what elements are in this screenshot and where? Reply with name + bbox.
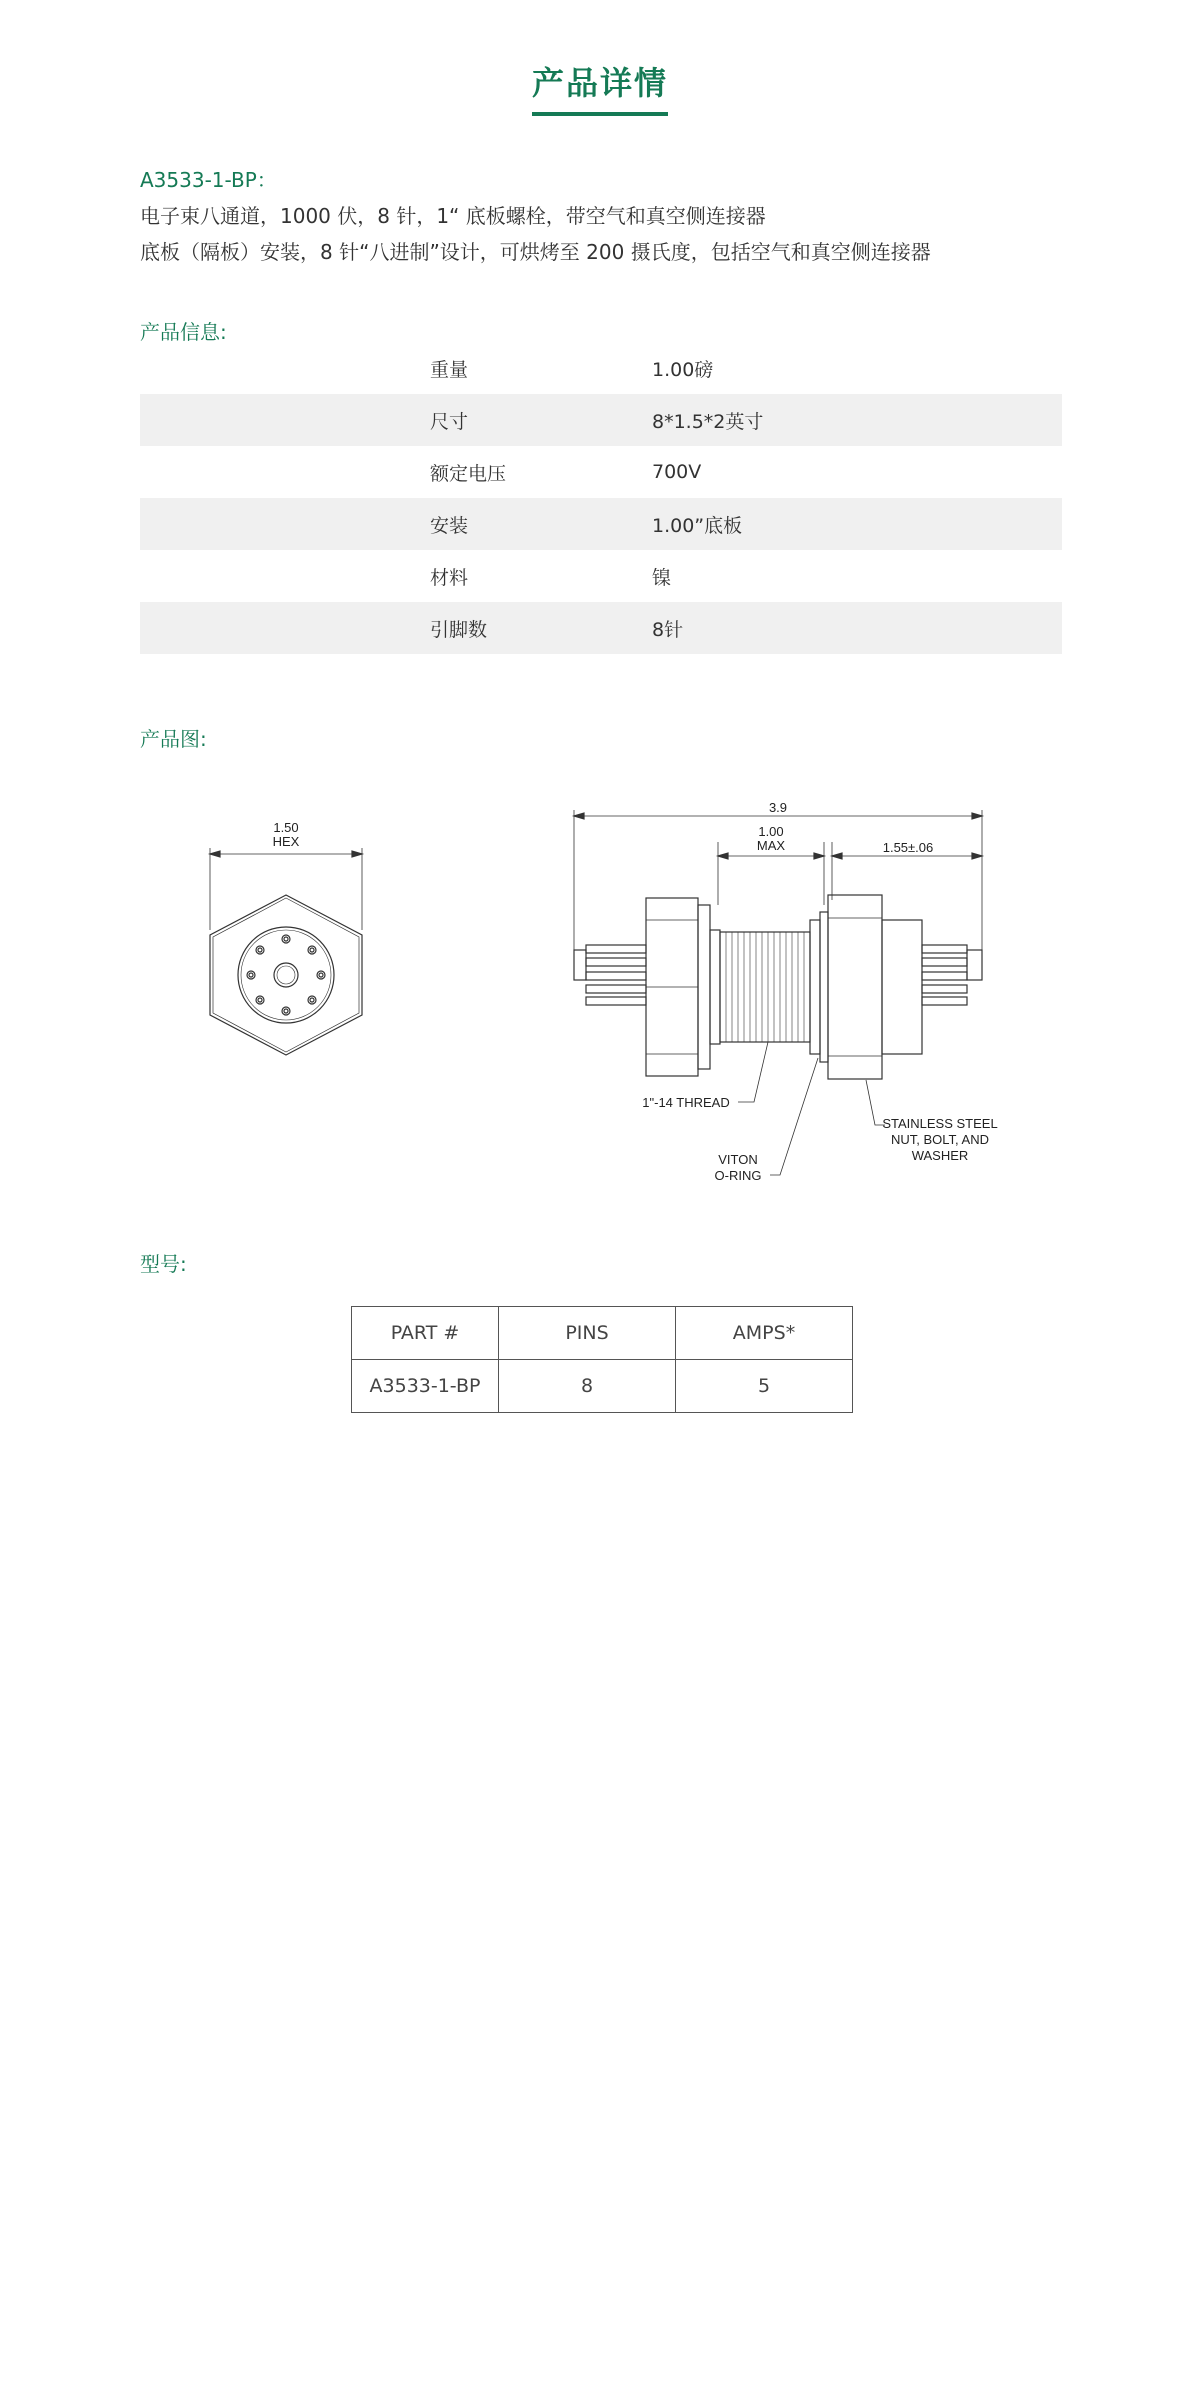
info-table [140, 342, 1062, 654]
info-row [140, 394, 1062, 446]
viton-callout-1: VITON [718, 1152, 758, 1167]
product-drawing [140, 780, 1060, 1200]
product-description-2: 底板（隔板）安装，8 针“八进制”设计，可烘烤至 200 摄氏度，包括空气和真空侧连接器 [140, 240, 931, 264]
right-length-dim: 1.55±.06 [882, 840, 934, 855]
info-row [140, 550, 1062, 602]
col-header-pins: PINS [499, 1307, 676, 1360]
thread-callout: 1"-14 THREAD [642, 1095, 730, 1110]
info-value: 1.00磅 [652, 358, 714, 381]
info-value: 700V [652, 461, 702, 483]
hex-dim-value: 1.50 [273, 820, 299, 835]
info-key: 引脚数 [430, 618, 488, 641]
model-section-label: 型号: [140, 1252, 187, 1276]
hex-dim-label: HEX [272, 834, 300, 849]
cell-part: A3533-1-BP [352, 1360, 499, 1413]
max-dim-value: 1.00 [758, 824, 784, 839]
thread-lines [726, 932, 804, 1042]
col-header-part: PART # [352, 1307, 499, 1360]
model-table [351, 1306, 853, 1413]
viton-callout-2: O-RING [714, 1168, 762, 1183]
info-key: 额定电压 [430, 462, 507, 485]
info-key: 重量 [430, 358, 469, 381]
info-value: 8针 [652, 618, 684, 641]
product-intro [140, 162, 1080, 270]
page-title: 产品详情 [532, 58, 668, 116]
hex-end-view [210, 848, 362, 1055]
model-table-header [352, 1307, 853, 1360]
info-value: 镍 [652, 566, 672, 589]
info-value: 1.00”底板 [652, 514, 743, 537]
info-row [140, 602, 1062, 654]
steel-callout-3: WASHER [911, 1148, 969, 1163]
info-key: 材料 [430, 566, 469, 589]
info-row [140, 498, 1062, 550]
col-header-amps: AMPS* [676, 1307, 853, 1360]
max-dim-label: MAX [756, 838, 786, 853]
table-row [352, 1360, 853, 1413]
cell-amps: 5 [676, 1360, 853, 1413]
info-value: 8*1.5*2英寸 [652, 410, 764, 433]
info-key: 安装 [430, 514, 469, 537]
product-code: A3533-1-BP： [140, 168, 277, 192]
info-row [140, 342, 1062, 394]
info-key: 尺寸 [430, 410, 469, 433]
info-section-label: 产品信息: [140, 320, 227, 344]
title-wrap [0, 58, 1200, 116]
steel-callout-2: NUT, BOLT, AND [890, 1132, 990, 1147]
drawing-section-label: 产品图: [140, 727, 207, 751]
overall-dim: 3.9 [768, 800, 788, 815]
drawing-svg [140, 780, 1060, 1200]
steel-callout-1: STAINLESS STEEL [882, 1116, 998, 1131]
product-description-1: 电子束八通道，1000 伏，8 针，1“ 底板螺栓，带空气和真空侧连接器 [140, 204, 766, 228]
cell-pins: 8 [499, 1360, 676, 1413]
info-row [140, 446, 1062, 498]
